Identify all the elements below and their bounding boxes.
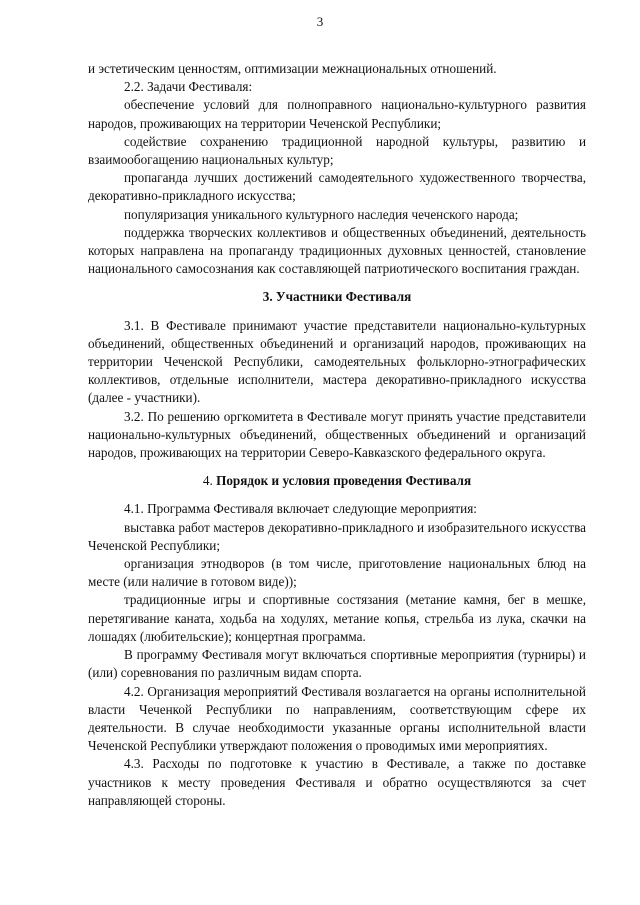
paragraph: обеспечение условий для полноправного национально-культурного развития народов, проживающих на территории Чеченской Республики; xyxy=(88,97,586,131)
paragraph: 4.1. Программа Фестиваля включает следующие мероприятия: xyxy=(124,501,477,517)
paragraph: 3.2. По решению оргкомитета в Фестивале могут принять участие представители национально-культурных объединений, общественных объединений и организаций народов, проживающих на территории Северо-Кавказского федерального округа. xyxy=(88,408,586,461)
paragraph: популяризация уникального культурного наследия чеченского народа; xyxy=(124,206,519,222)
section-heading xyxy=(88,472,586,490)
paragraph: выставка работ мастеров декоративно-прикладного и изобразительного искусства Чеченской Республики; xyxy=(88,519,586,553)
section-heading-text: Порядок и условия проведения Фестиваля xyxy=(216,473,472,489)
section-heading-text: 3. Участники Фестиваля xyxy=(262,289,412,305)
paragraph: поддержка творческих коллективов и общественных объединений, деятельность которых направлена на пропаганду традиционных духовных ценностей, становление национального самосознания как составляющей патриотического воспитания граждан. xyxy=(88,224,586,277)
paragraph: пропаганда лучших достижений самодеятельного художественного творчества, декоративно-прикладного искусства; xyxy=(88,170,586,204)
paragraph: традиционные игры и спортивные состязания (метание камня, бег в мешке, перетягивание каната, ходьба на ходулях, метание копья, стрельба из лука, скачки на лошадях (любительские); концертная программа. xyxy=(88,592,586,644)
paragraph: 4.3. Расходы по подготовке к участию в Фестивале, а также по доставке участников к месту проведения Фестиваля и обратно осуществляются за счет направляющей стороны. xyxy=(88,756,586,808)
paragraph: содействие сохранению традиционной народной культуры, развитию и взаимообогащению национальных культур; xyxy=(88,133,586,168)
document-body xyxy=(88,60,586,810)
paragraph: и эстетическим ценностям, оптимизации межнациональных отношений. xyxy=(88,61,497,76)
paragraph: организация этнодворов (в том числе, приготовление национальных блюд на месте (или наличие в готовом виде)); xyxy=(88,556,586,590)
paragraph: В программу Фестиваля могут включаться спортивные мероприятия (турниры) и (или) соревнования по различным видам спорта. xyxy=(88,647,586,681)
section-heading-number: 4. xyxy=(202,473,213,489)
paragraph: 2.2. Задачи Фестиваля: xyxy=(124,79,253,95)
section-heading xyxy=(88,288,586,306)
page-number: 3 xyxy=(316,14,324,29)
paragraph: 3.1. В Фестивале принимают участие представители национально-культурных объединений, общественных объединений и организаций народов, проживающих на территории Чеченской Республики, самодеятельных фольклорно-этнографических коллективов, отдельные исполнители, мастера декоративно-прикладного искусства (далее - участники). xyxy=(88,317,586,406)
paragraph: 4.2. Организация мероприятий Фестиваля возлагается на органы исполнительной власти Чеченкой Республики по направлениям, соответствующим сфере их деятельности. В случае необходимости указанные органы исполнительной власти Чеченской Республики утверждают положения о проводимых ими мероприятиях. xyxy=(88,683,586,754)
